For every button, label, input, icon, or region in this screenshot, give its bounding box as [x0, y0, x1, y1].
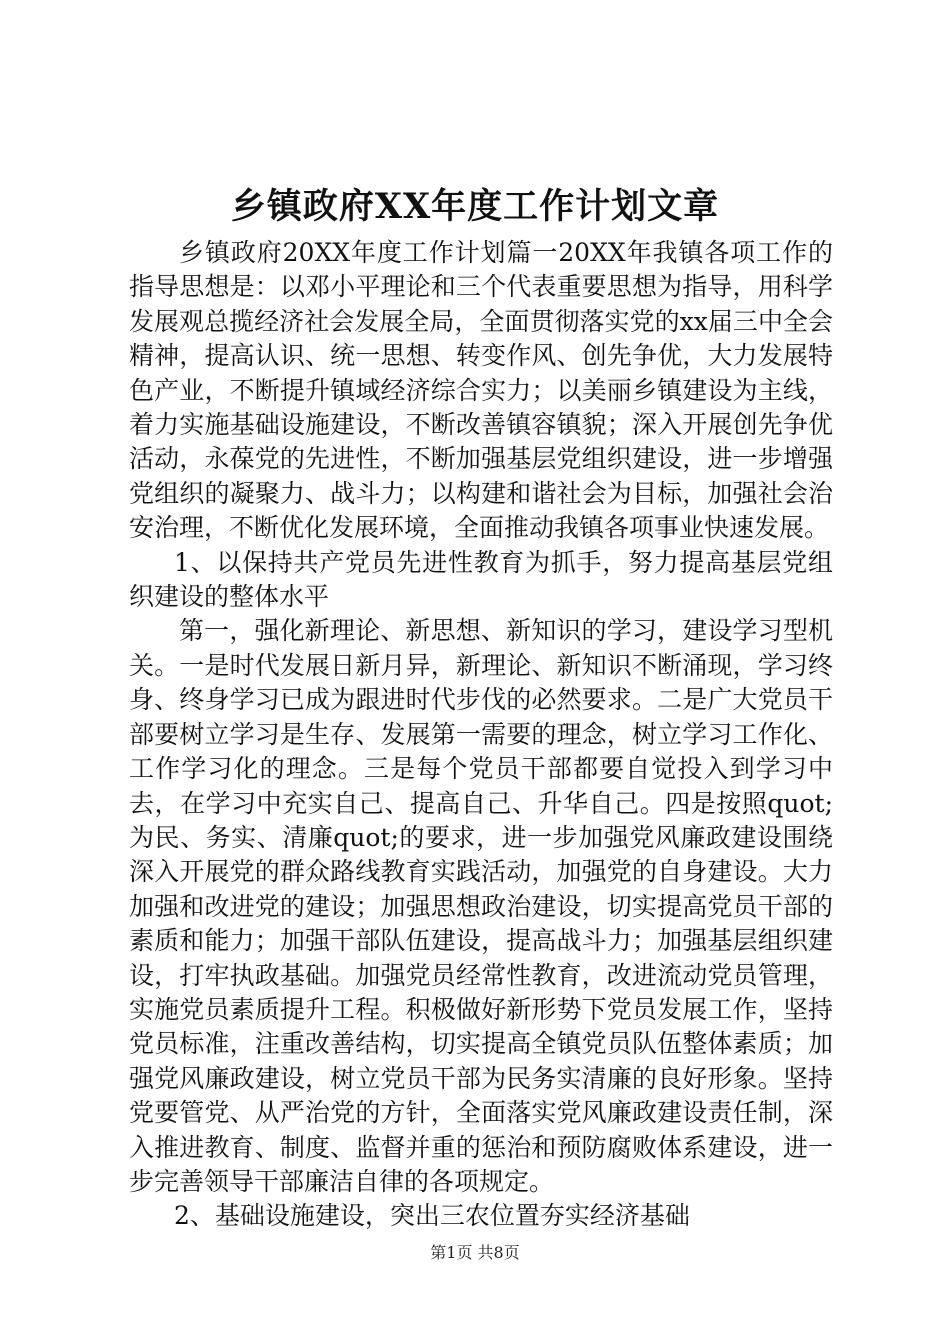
page-footer: 第1页 共8页	[430, 1243, 520, 1262]
document-title: 乡镇政府XX年度工作计划文章	[230, 186, 720, 227]
paragraph-intro: 乡镇政府20XX年度工作计划篇一20XX年我镇各项工作的指导思想是：以邓小平理论和三个代表重要思想为指导，用科学发展观总揽经济社会发展全局，全面贯彻落实党的xx届三中全会精神，提高认识、统一思想、转变作风、创先争优，大力发展特色产业，不断提升镇域经济综合实力；以美丽乡镇建设为主线，着力实施基础设施建设，不断改善镇容镇貌；深入开展创先争优活动，永葆党的先进性，不断加强基层党组织建设，进一步增强党组织的凝聚力、战斗力；以构建和谐社会为目标，加强社会治安治理，不断优化发展环境，全面推动我镇各项事业快速发展。	[129, 238, 833, 543]
section-heading-1: 1、以保持共产党员先进性教育为抓手，努力提高基层党组织建设的整体水平	[129, 547, 833, 612]
paragraph-first-point: 第一，强化新理论、新思想、新知识的学习，建设学习型机关。一是时代发展日新月异，新理论、新知识不断涌现，学习终身、终身学习已成为跟进时代步伐的必然要求。二是广大党员干部要树立学习是生存、发展第一需要的理念，树立学习工作化、工作学习化的理念。三是每个党员干部都要自觉投入到学习中去，在学习中充实自己、提高自己、升华自己。四是按照quot;为民、务实、清廉quot;的要求，进一步加强党风廉政建设围绕深入开展党的群众路线教育实践活动，加强党的自身建设。大力加强和改进党的建设；加强思想政治建设，切实提高党员干部的素质和能力；加强干部队伍建设，提高战斗力；加强基层组织建设，打牢执政基础。加强党员经常性教育，改进流动党员管理，实施党员素质提升工程。积极做好新形势下党员发展工作，坚持党员标准，注重改善结构，切实提高全镇党员队伍整体素质；加强党风廉政建设，树立党员干部为民务实清廉的良好形象。坚持党要管党、从严治党的方针，全面落实党风廉政建设责任制，深入推进教育、制度、监督并重的惩治和预防腐败体系建设，进一步完善领导干部廉洁自律的各项规定。	[129, 616, 833, 1196]
document-body	[129, 236, 833, 1234]
section-heading-2: 2、基础设施建设，突出三农位置夯实经济基础	[174, 1201, 690, 1231]
